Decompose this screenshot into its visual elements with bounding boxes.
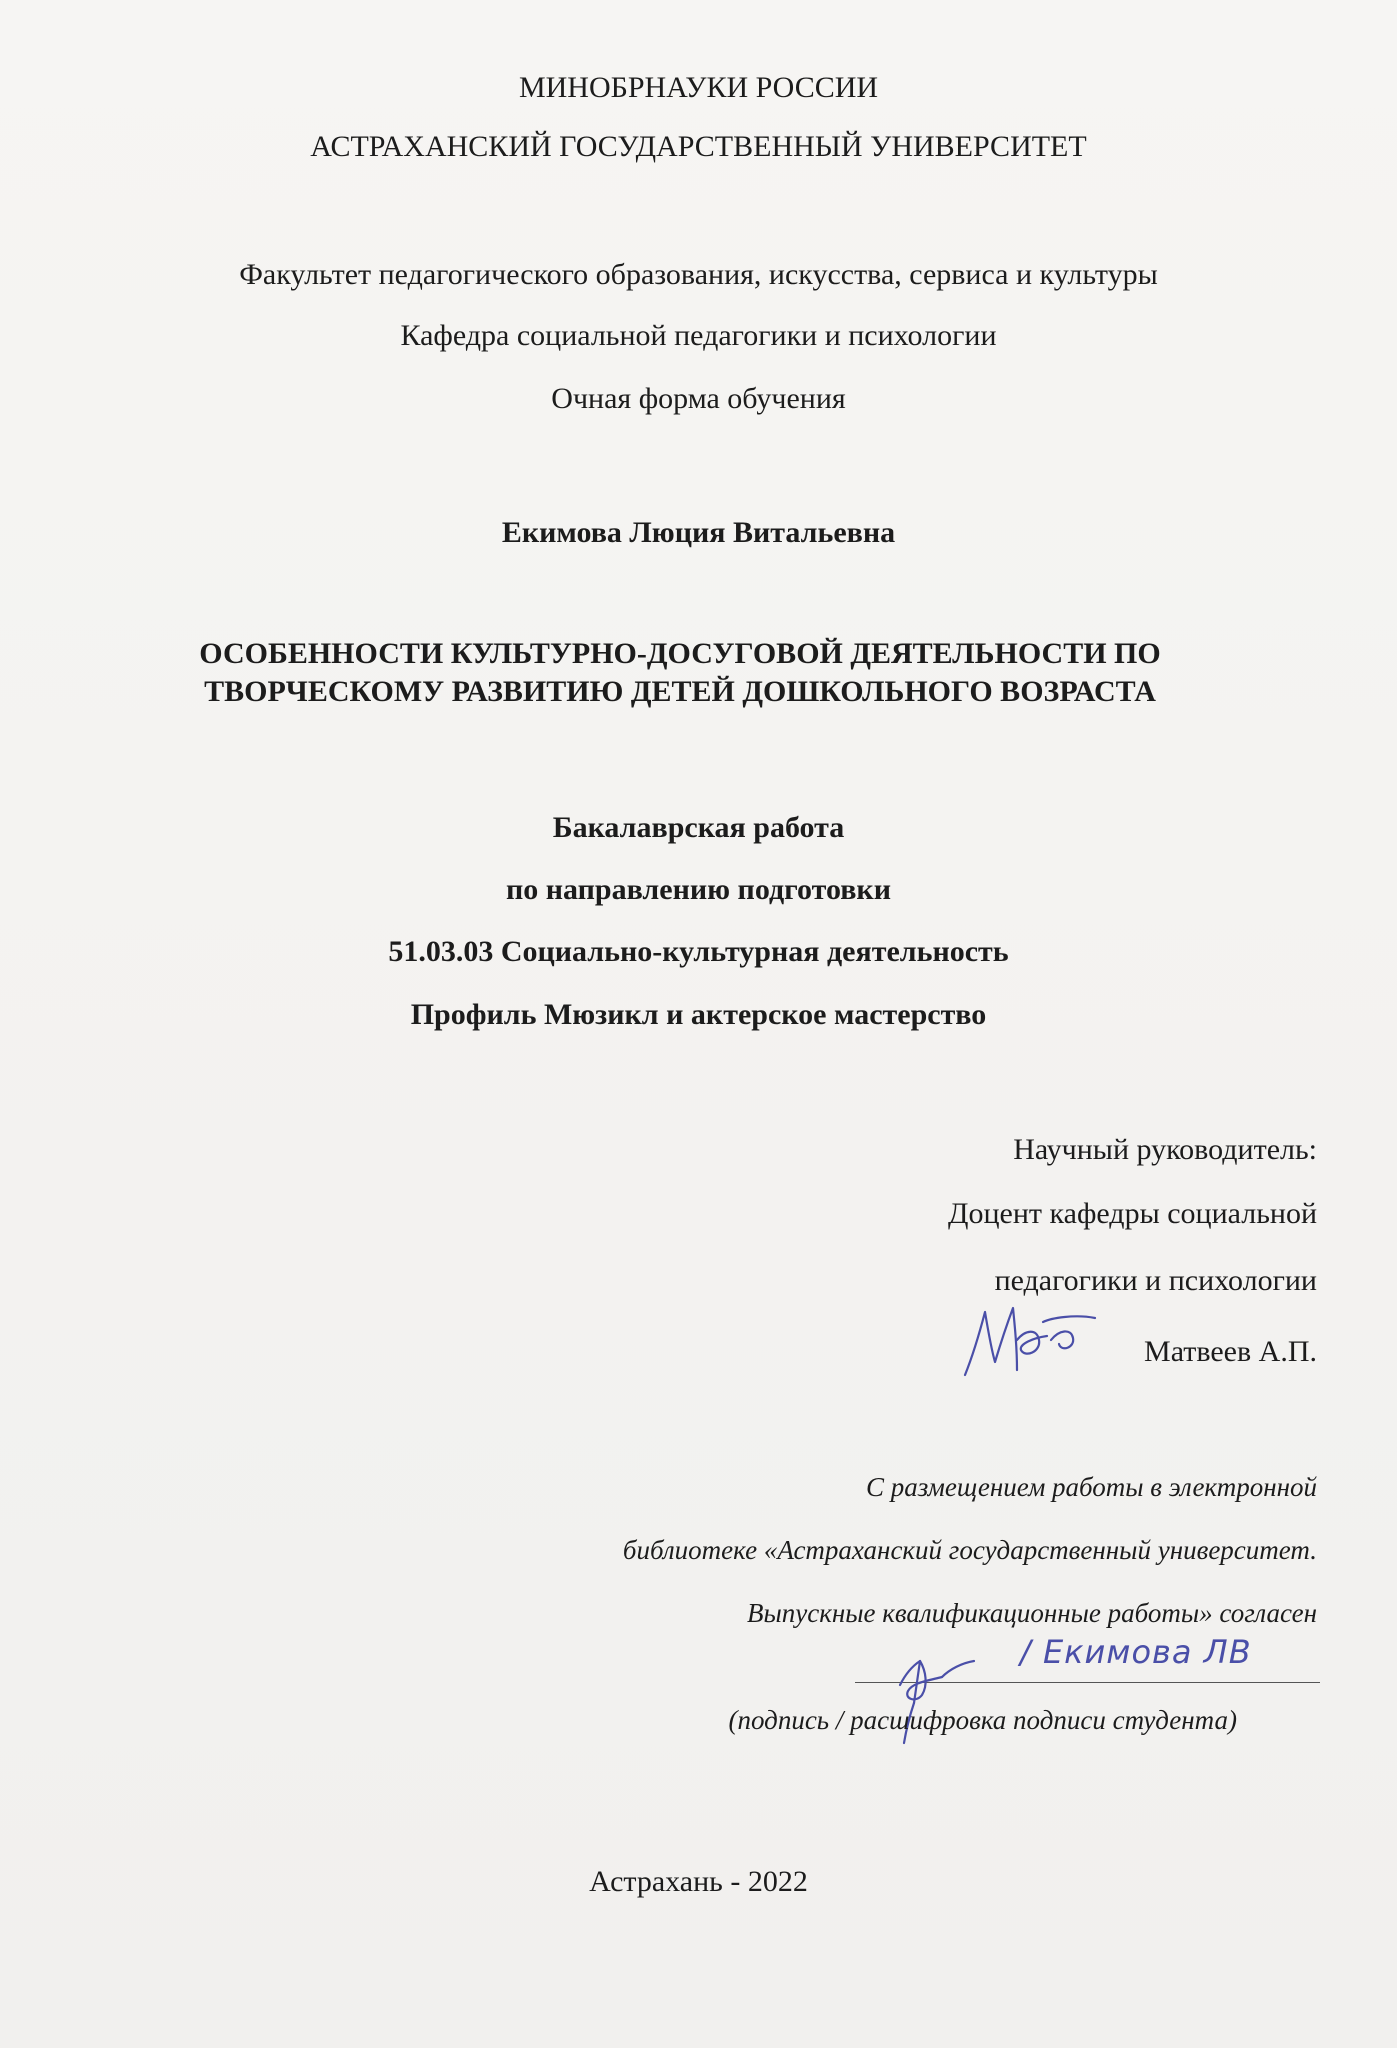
university-name: АСТРАХАНСКИЙ ГОСУДАРСТВЕННЫЙ УНИВЕРСИТЕТ	[310, 130, 1087, 163]
faculty-name: Факультет педагогического образования, искусства, сервиса и культуры	[239, 258, 1158, 291]
ministry-name: МИНОБРНАУКИ РОССИИ	[518, 71, 879, 104]
consent-line-3: Выпускные квалификационные работы» согласен	[746, 1598, 1317, 1628]
author-name: Екимова Люция Витальевна	[501, 516, 896, 549]
direction: 51.03.03 Социально-культурная деятельность	[388, 935, 1009, 968]
supervisor-signature	[955, 1300, 1105, 1385]
student-signature-decoding: / Екимова ЛВ	[1020, 1633, 1252, 1671]
profile: Профиль Мюзикл и актерское мастерство	[410, 998, 987, 1031]
city-year: Астрахань - 2022	[589, 1865, 808, 1898]
supervisor-position-line-1: Доцент кафедры социальной	[948, 1197, 1317, 1230]
consent-line-2: библиотеке «Астраханский государственный университет.	[622, 1535, 1317, 1565]
supervisor-name: Матвеев А.П.	[1144, 1335, 1317, 1368]
study-form: Очная форма обучения	[551, 382, 846, 415]
signature-caption: (подпись / расшифровка подписи студента)	[728, 1705, 1237, 1735]
department-name: Кафедра социальной педагогики и психологии	[400, 319, 997, 352]
direction-label: по направлению подготовки	[505, 873, 892, 906]
thesis-title-line-1: ОСОБЕННОСТИ КУЛЬТУРНО-ДОСУГОВОЙ ДЕЯТЕЛЬНОСТИ ПО	[199, 637, 1161, 670]
thesis-title-line-2: ТВОРЧЕСКОМУ РАЗВИТИЮ ДЕТЕЙ ДОШКОЛЬНОГО ВОЗРАСТА	[204, 675, 1156, 708]
supervisor-label: Научный руководитель:	[1013, 1133, 1317, 1166]
consent-line-1: С размещением работы в электронной	[865, 1472, 1317, 1502]
supervisor-position-line-2: педагогики и психологии	[994, 1264, 1317, 1297]
work-type: Бакалаврская работа	[552, 811, 845, 844]
